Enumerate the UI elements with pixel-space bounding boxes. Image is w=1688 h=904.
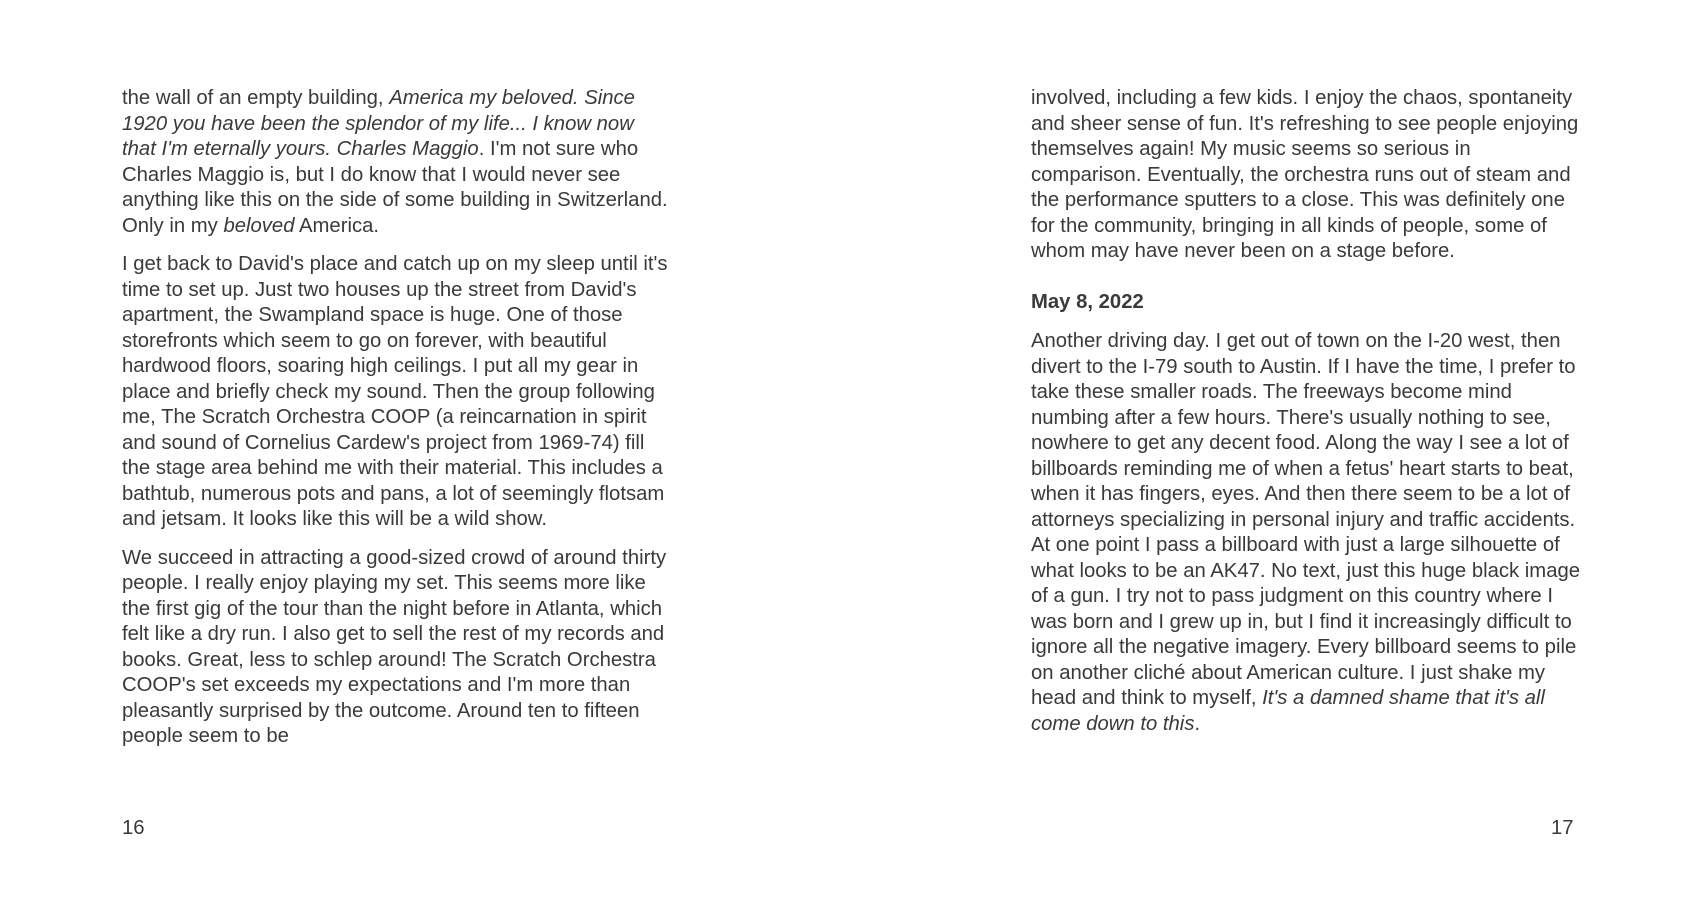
right-page-number: 17 [1551,817,1574,839]
left-p1-quote: America my beloved. Since 1920 you have been the splendor of my life... I know now that I'm eternally yours. Charles Maggio [122,87,635,160]
right-p2-text-a: Another driving day. I get out of town on the I-20 west, then divert to the I-79 south to Austin. If I have the time, I prefer to take these smaller roads. The freeways become mind numbing after a few hours. There's usually nothing to see, nowhere to get any decent food. Along the way I see a lot of billboards reminding me of when a fetus' heart starts to beat, when it has fingers, eyes. And then there seem to be a lot of attorneys specializing in personal injury and traffic accidents. At one point I pass a billboard with just a large silhouette of what looks to be an AK47. No text, just this huge black image of a gun. I try not to pass judgment on this country where I was born and I grew up in, but I find it increasingly difficult to ignore all the negative imagery. Every billboard seems to pile on another cliché about American culture. I just shake my head and think to myself, [1031,330,1581,709]
left-p1-text-c: . I'm not sure who Charles Maggio is, but I do know that I would never see anything like this on the side of some building in Switzerland. Only in my [122,138,668,237]
right-p2-text-c: . [1194,712,1201,735]
left-page-body [122,86,672,763]
left-p1-text-a: the wall of an empty building, [122,87,390,109]
right-p2-emphasis: It's a damned shame that it's all come down to this [1031,687,1545,735]
right-page-body [1031,86,1581,750]
left-paragraph-2: I get back to David's place and catch up on my sleep until it's time to set up. Just two houses up the street from David's apartment, the Swampland space is huge. One of those storefronts which seem to go on forever, with beautiful hardwood floors, soaring high ceilings. I put all my gear in place and briefly check my sound. Then the group following me, The Scratch Orchestra COOP (a reincarnation in spirit and sound of Cornelius Cardew's project from 1969-74) fill the stage area behind me with their material. This includes a bathtub, numerous pots and pans, a lot of seemingly flotsam and jetsam. It looks like this will be a wild show. [122,253,668,530]
right-paragraph-1: involved, including a few kids. I enjoy the chaos, spontaneity and sheer sense of fun. It's refreshing to see people enjoying themselves again! My music seems so serious in comparison. Eventually, the orchestra runs out of steam and the performance sputters to a close. This was definitely one for the community, bringing in all kinds of people, some of whom may have never been on a stage before. [1031,87,1579,262]
left-p1-emphasis: beloved [223,214,295,237]
left-page-number: 16 [122,817,145,839]
left-paragraph-1 [122,86,672,239]
left-paragraph-3: We succeed in attracting a good-sized crowd of around thirty people. I really enjoy playing my set. This seems more like the first gig of the tour than the night before in Atlanta, which felt like a dry run. I also get to sell the rest of my records and books. Great, less to schlep around! The Scratch Orchestra COOP's set exceeds my expectations and I'm more than pleasantly surprised by the outcome. Around ten to fifteen people seem to be [122,546,667,747]
left-p1-text-e: America. [294,214,380,237]
right-paragraph-2 [1031,329,1581,737]
date-heading: May 8, 2022 [1031,290,1144,313]
